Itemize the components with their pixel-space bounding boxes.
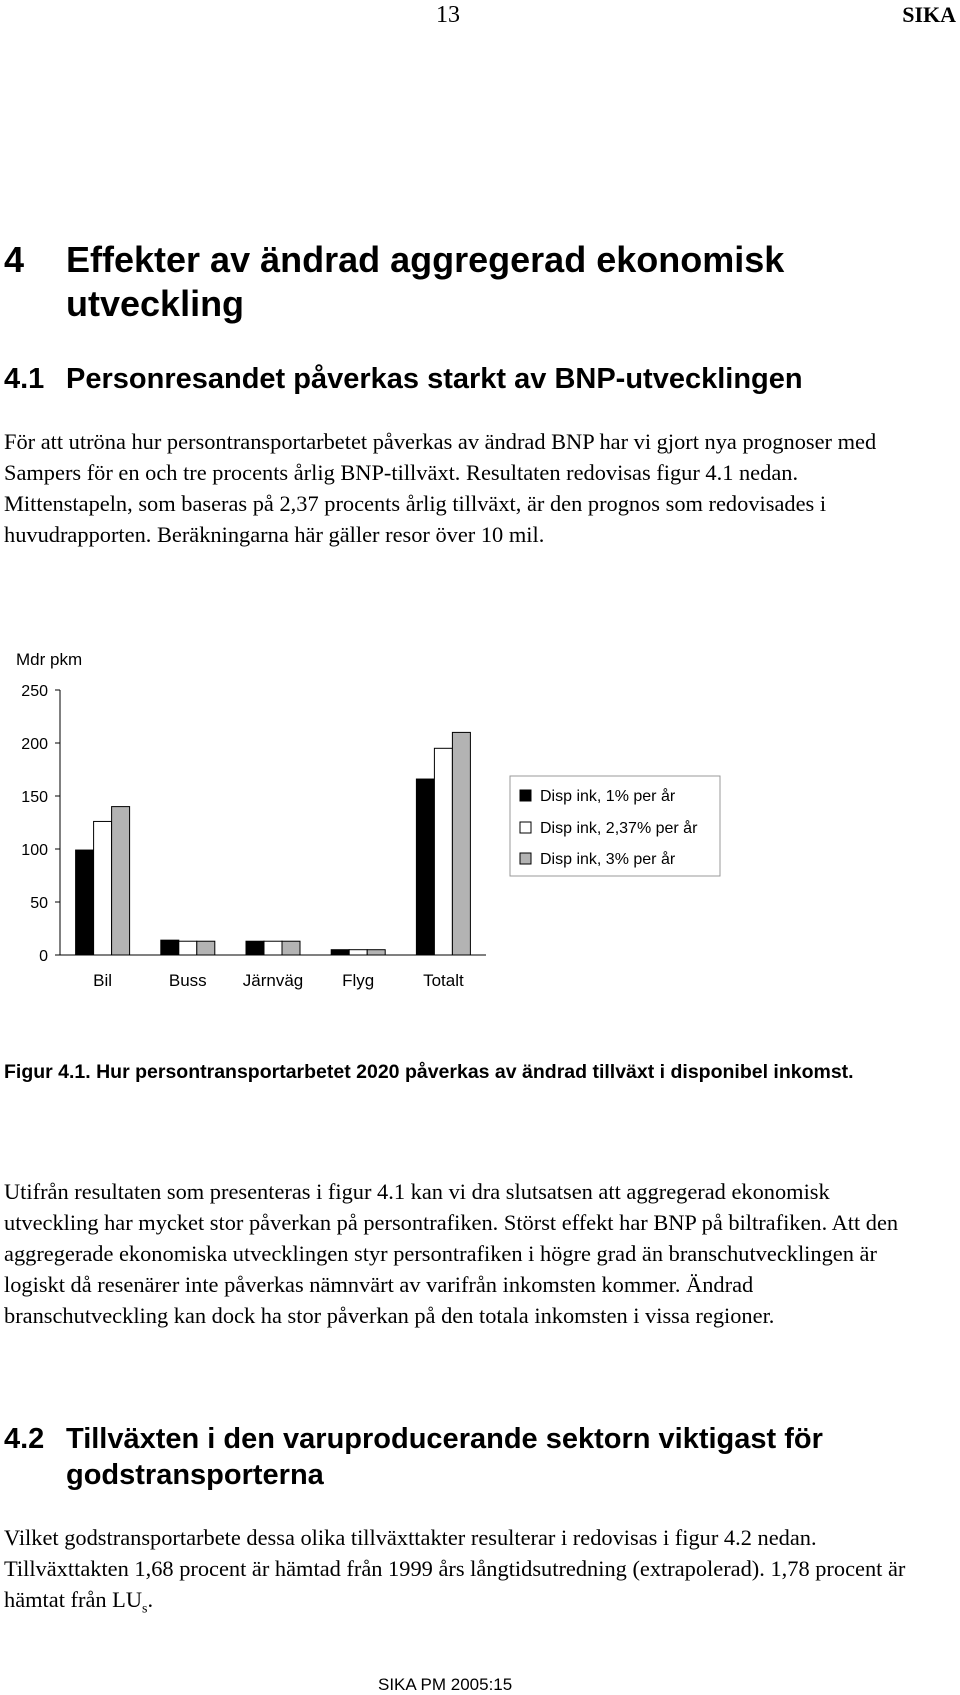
bar-buss-series-1 xyxy=(161,940,179,955)
legend-entry-2: Disp ink, 2,37% per år xyxy=(540,820,698,837)
bar-totalt-series-3 xyxy=(452,732,470,955)
legend-entry-1: Disp ink, 1% per år xyxy=(540,788,676,805)
section-title: Effekter av ändrad aggregerad ekonomisk utveckling xyxy=(66,239,785,324)
paragraph-conclusion: Utifrån resultaten som presenteras i figur 4.1 kan vi dra slutsatsen att aggregerad ekonomisk utveckling har mycket stor påverkan på persontrafiken. Störst effekt har BNP på biltrafiken. Att den aggregerade ekonomiska utvecklingen styr persontrafiken i högre grad än branschutvecklingen är logiskt då resenärer inte påverkas nämnvärt av varifrån inkomsten kommer. Ändrad branschutveckling kan dock ha stor påverkan på den totala inkomsten i vissa regioner. xyxy=(4,1179,899,1328)
bar-bil-series-1 xyxy=(76,850,94,955)
section-number: 4.1 xyxy=(4,363,45,395)
y-tick-label: 150 xyxy=(21,789,48,806)
x-tick-label: Flyg xyxy=(342,971,375,990)
paragraph-goods xyxy=(4,1522,914,1624)
y-axis-ticks xyxy=(21,683,60,965)
x-tick-label: Järnväg xyxy=(242,971,304,990)
paragraph-intro: För att utröna hur persontransportarbetet påverkas av ändrad BNP har vi gjort nya prognoser med Sampers för en och tre procents årlig BNP-tillväxt. Resultaten redovisas figur 4.1 nedan. Mittenstapeln, som baseras på 2,37 procents årlig tillväxt, är den prognos som redovisades i huvudrapporten. Beräkningarna här gäller resor över 10 mil. xyxy=(4,429,877,547)
section-title: Tillväxten i den varuproducerande sektorn viktigast för godstransporterna xyxy=(66,1423,823,1491)
bar-chart xyxy=(0,640,960,1000)
bar-totalt-series-2 xyxy=(434,748,452,955)
bar-buss-series-2 xyxy=(179,941,197,955)
y-tick-label: 50 xyxy=(30,895,48,912)
bar-buss-series-3 xyxy=(197,941,215,955)
y-tick-label: 100 xyxy=(21,842,48,859)
page-footer: SIKA PM 2005:15 xyxy=(378,1675,513,1694)
bar-järnväg-series-1 xyxy=(246,941,264,955)
section-title: Personresandet påverkas starkt av BNP-utvecklingen xyxy=(66,363,803,395)
legend-entry-3: Disp ink, 3% per år xyxy=(540,851,676,868)
x-tick-label: Bil xyxy=(93,971,113,990)
bar-järnväg-series-2 xyxy=(264,941,282,955)
bar-flyg-series-1 xyxy=(331,950,349,955)
bar-flyg-series-2 xyxy=(349,950,367,955)
x-axis-labels xyxy=(93,971,464,990)
figure-caption: Figur 4.1. Hur persontransportarbetet 2020 påverkas av ändrad tillväxt i disponibel inkomst. xyxy=(4,1061,854,1083)
bar-totalt-series-1 xyxy=(416,779,434,955)
y-axis-label: Mdr pkm xyxy=(16,650,83,669)
header-brand: SIKA xyxy=(902,2,956,27)
y-tick-label: 200 xyxy=(21,736,48,753)
bar-järnväg-series-3 xyxy=(282,941,300,955)
paragraph-goods-end: . xyxy=(147,1587,154,1612)
y-tick-label: 250 xyxy=(21,683,48,700)
section-number: 4 xyxy=(4,239,25,280)
bars xyxy=(76,732,471,955)
legend xyxy=(510,776,720,876)
legend-swatch-1 xyxy=(520,790,531,801)
legend-swatch-2 xyxy=(520,822,531,833)
paragraph-goods-text: Vilket godstransportarbete dessa olika tillväxttakter resulterar i redovisas i figur 4.2 nedan. Tillväxttakten 1,68 procent är hämtad från 1999 års långtidsutredning (extrapolerad). 1,78 procent är hämtat från LU xyxy=(4,1525,906,1612)
subscript: s xyxy=(142,1601,148,1617)
bar-flyg-series-3 xyxy=(367,950,385,955)
bar-bil-series-2 xyxy=(94,821,112,955)
x-tick-label: Totalt xyxy=(423,971,464,990)
bar-bil-series-3 xyxy=(112,807,130,955)
section-number: 4.2 xyxy=(4,1423,45,1455)
y-tick-label: 0 xyxy=(39,948,48,965)
x-tick-label: Buss xyxy=(168,971,207,990)
page-number: 13 xyxy=(436,2,460,28)
legend-swatch-3 xyxy=(520,853,531,864)
